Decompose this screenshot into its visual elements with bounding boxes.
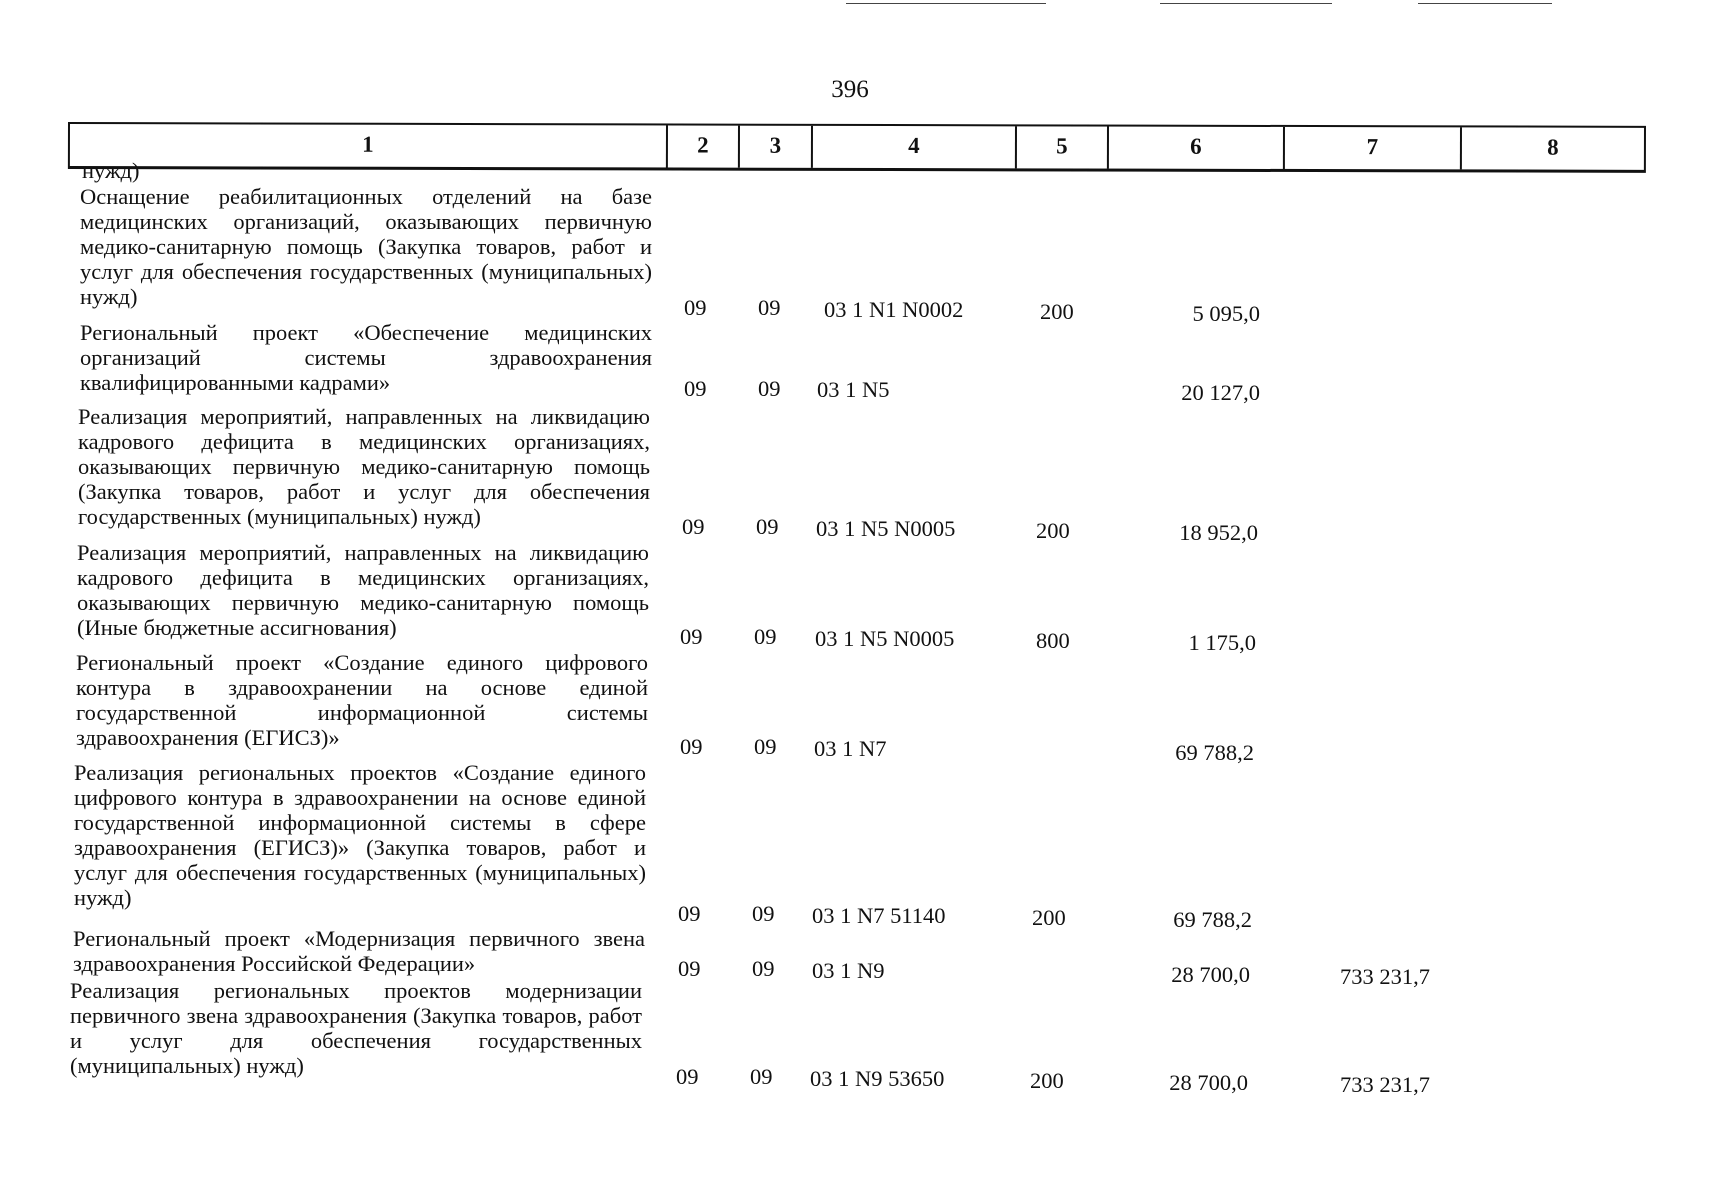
row-description: Реализация региональных проектов «Создание единого цифрового контура в здравоохранении на основе единой государственной информационной системы в сфере здравоохранения (ЕГИСЗ)» (Закупка товаров, работ и услуг для обеспечения государственных (муниципальных) нужд) <box>74 760 646 910</box>
row-col-5: 200 <box>1030 1068 1064 1093</box>
row-col-3: 09 <box>754 734 777 759</box>
row-col-6: 69 788,2 <box>1175 740 1254 765</box>
row-description: Реализация мероприятий, направленных на ликвидацию кадрового дефицита в медицинских организациях, оказывающих первичную медико-санитарную помощь (Иные бюджетные ассигнования) <box>77 540 649 640</box>
row-col-4: 03 1 N9 53650 <box>810 1066 945 1091</box>
row-col-6: 5 095,0 <box>1192 301 1260 326</box>
row-col-6: 69 788,2 <box>1173 907 1252 932</box>
table-header-row <box>68 122 1646 173</box>
row-description: Региональный проект «Обеспечение медицинских организаций системы здравоохранения квалифицированными кадрами» <box>80 320 652 395</box>
row-col-6: 20 127,0 <box>1181 380 1260 405</box>
row-col-2: 09 <box>684 295 707 320</box>
row-col-2: 09 <box>676 1064 699 1089</box>
row-col-3: 09 <box>754 624 777 649</box>
page-number: 396 <box>831 76 869 103</box>
row-description: Региональный проект «Создание единого цифрового контура в здравоохранении на основе единой государственной информационной системы здравоохранения (ЕГИСЗ)» <box>76 650 648 750</box>
row-col-4: 03 1 N9 <box>812 958 885 983</box>
row-description: Реализация мероприятий, направленных на ликвидацию кадрового дефицита в медицинских организациях, оказывающих первичную медико-санитарную помощь (Закупка товаров, работ и услуг для обеспечения государственных (муниципальных) нужд) <box>78 404 650 529</box>
scan-artifact-line <box>1160 3 1332 4</box>
header-col-2: 2 <box>668 125 740 167</box>
scan-artifact-line <box>846 3 1046 4</box>
header-col-8: 8 <box>1547 134 1559 160</box>
row-col-4: 03 1 N5 <box>817 377 890 402</box>
row-col-7: 733 231,7 <box>1340 964 1430 989</box>
row-col-5: 200 <box>1032 905 1066 930</box>
header-col-4: 4 <box>813 126 1017 168</box>
header-col-3: 3 <box>740 126 813 168</box>
header-col-6: 6 <box>1109 127 1285 169</box>
row-col-4: 03 1 N1 N0002 <box>824 297 964 322</box>
scan-artifact-line <box>1418 3 1552 4</box>
row-col-5: 200 <box>1036 518 1070 543</box>
row-col-2: 09 <box>680 624 703 649</box>
row-col-4: 03 1 N5 N0005 <box>816 516 956 541</box>
row-col-7: 733 231,7 <box>1340 1072 1430 1097</box>
row-col-3: 09 <box>758 376 781 401</box>
row-col-6: 18 952,0 <box>1179 520 1258 545</box>
row-description: Оснащение реабилитационных отделений на базе медицинских организаций, оказывающих первичную медико-санитарную помощь (Закупка товаров, работ и услуг для обеспечения государственных (муниципальных) нужд) <box>80 184 652 309</box>
row-col-3: 09 <box>752 901 775 926</box>
row-col-2: 09 <box>678 901 701 926</box>
row-col-5: 200 <box>1040 299 1074 324</box>
lead-text: нужд) <box>82 158 140 183</box>
row-description: Региональный проект «Модернизация первичного звена здравоохранения Российской Федерации» <box>73 926 645 976</box>
row-col-4: 03 1 N5 N0005 <box>815 626 955 651</box>
row-col-3: 09 <box>758 295 781 320</box>
row-col-6: 28 700,0 <box>1171 962 1250 987</box>
row-col-5: 800 <box>1036 628 1070 653</box>
row-col-3: 09 <box>756 514 779 539</box>
header-col-7: 7 <box>1285 127 1462 169</box>
row-col-4: 03 1 N7 51140 <box>812 903 946 928</box>
row-col-2: 09 <box>678 956 701 981</box>
row-col-3: 09 <box>752 956 775 981</box>
header-col-5: 5 <box>1017 126 1109 168</box>
row-col-6: 1 175,0 <box>1188 630 1256 655</box>
row-col-6: 28 700,0 <box>1169 1070 1248 1095</box>
row-col-2: 09 <box>682 514 705 539</box>
row-col-2: 09 <box>684 376 707 401</box>
header-col-1: 1 <box>70 124 668 167</box>
row-col-2: 09 <box>680 734 703 759</box>
row-description: Реализация региональных проектов модернизации первичного звена здравоохранения (Закупка товаров, работ и услуг для обеспечения государственных (муниципальных) нужд) <box>70 978 642 1078</box>
row-col-4: 03 1 N7 <box>814 736 887 761</box>
row-col-3: 09 <box>750 1064 773 1089</box>
